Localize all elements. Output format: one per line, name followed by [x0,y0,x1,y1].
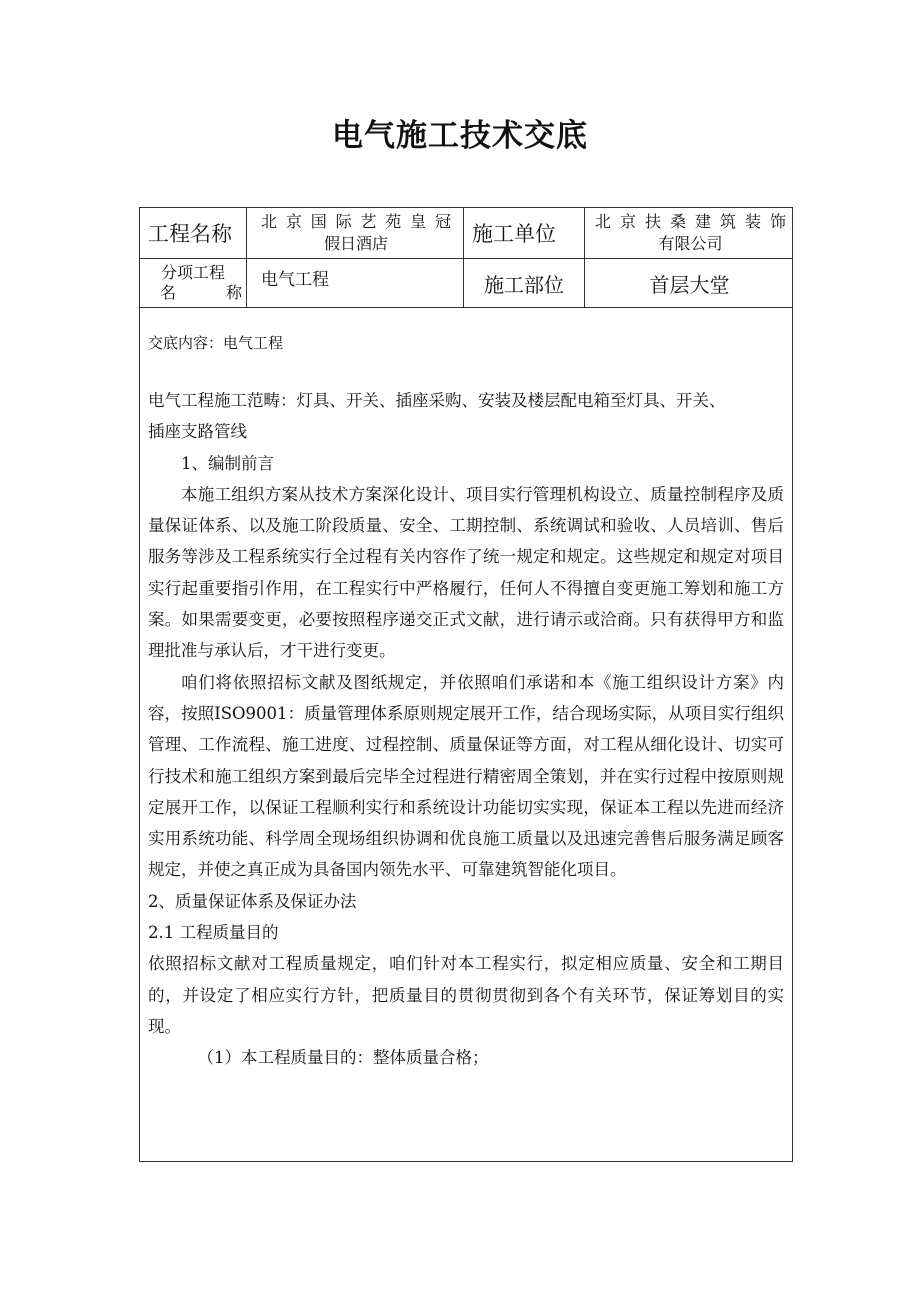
scope-line-2: 插座支路管线 [148,422,247,442]
contractor-label: 施工单位 [472,222,556,246]
section-1-heading: 1、编制前言 [181,453,274,473]
paragraph-2: 咱们将依照招标文献及图纸规定，并依照咱们承诺和本《施工组织设计方案》内容，按照ISO9001：质量管理体系原则规定展开工作，结合现场实际，从项目实行组织管理、工作流程、施工进度、过程控制、质量保证等方面，对工程从细化设计、切实可行技术和施工组织方案到最后完毕全过程进行精密周全策划，并在实行过程中按原则规定展开工作，以保证工程顺利实行和系统设计功能切实实现，保证本工程以先进而经济实用系统功能、科学周全现场组织协调和优良施工质量以及迅速完善售后服务满足顾客规定，并使之真正成为具备国内领先水平、可靠建筑智能化项目。 [148,672,784,880]
paragraph-1: 本施工组织方案从技术方案深化设计、项目实行管理机构设立、质量控制程序及质量保证体系、以及施工阶段质量、安全、工期控制、系统调试和验收、人员培训、售后服务等涉及工程系统实行全过程有关内容作了统一规定和规定。这些规定和规定对项目实行起重要指引作用，在工程实行中严格履行，任何人不得擅自变更施工筹划和施工方案。如果需要变更，必要按照程序递交正式文献，进行请示或洽商。只有获得甲方和监理批准与承认后，才干进行变更。 [148,484,784,661]
row-divider [140,307,792,308]
document-title: 电气施工技术交底 [332,118,588,154]
content-body [148,385,784,1074]
location-value: 首层大堂 [649,272,730,297]
list-item-1: （1）本工程质量目的：整体质量合格； [197,1048,489,1068]
section-2-1-heading: 2.1 工程质量目的 [148,923,279,943]
contractor-value: 北京扶桑建筑装饰 有限公司 [595,212,786,253]
scope-line-1: 电气工程施工范畴：灯具、开关、插座采购、安装及楼层配电箱至灯具、开关、 [148,391,726,410]
paragraph-3: 依照招标文献对工程质量规定，咱们针对本工程实行，拟定相应质量、安全和工期目的，并设定了相应实行方针，把质量目的贯彻贯彻到各个有关环节，保证筹划目的实现。 [148,954,784,1036]
project-name-value: 北京国际艺苑皇冠 假日酒店 [261,212,451,253]
subproject-label: 分项工程 名 称 [160,263,242,302]
section-2-heading: 2、质量保证体系及保证办法 [148,891,357,911]
location-label: 施工部位 [484,272,564,297]
handover-content-label: 交底内容：电气工程 [148,334,284,352]
handover-table [139,207,793,1162]
subproject-value: 电气工程 [261,270,329,290]
project-name-label: 工程名称 [148,222,232,246]
